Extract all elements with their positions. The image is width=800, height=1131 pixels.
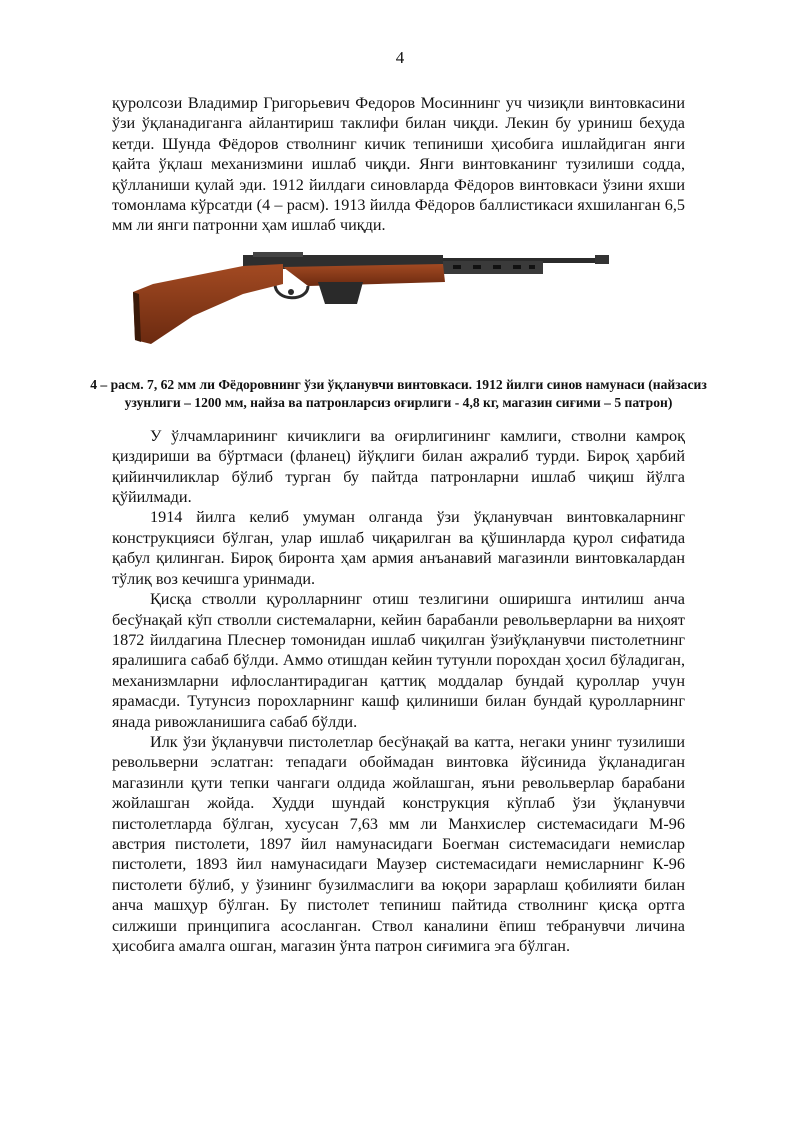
rifle-illustration-icon — [133, 252, 613, 352]
figure — [112, 252, 685, 370]
paragraph-3: 1914 йилга келиб умуман олганда ўзи ўқланувчан винтовкаларнинг конструкцияси бўлган, улар ишлаб чиқарилган ва қўшинларда қурол сифатида қабул қилинган. Бироқ биронта ҳам армия анъанавий магазинли винтовкалардан тўлиқ воз кечишга уринмади. — [112, 508, 685, 588]
paragraph-2: У ўлчамларининг кичиклиги ва оғирлигининг камлиги, стволни камроқ қиздириши ва бўртмаси (фланец) йўқлиги билан ажралиб турди. Бироқ ҳарбий қийинчиликлар бўлиб турган бу пайтда патронларни ишлаб чиқиш йўлга қўйилмади. — [112, 426, 685, 507]
figure-caption: 4 – расм. 7, 62 мм ли Фёдоровнинг ўзи ўқланувчи винтовкаси. 1912 йилги синов намунаси (найзасиз узунлиги – 1200 мм, найза ва патронларсиз оғирлиги - 4,8 кг, магазин сиғими – 5 патрон) — [90, 376, 707, 410]
paragraph-4: Қисқа стволли қуролларнинг отиш тезлигини оширишга интилиш анча бесўнақай кўп стволли системаларни, кейин барабанли револьверларни ва ниҳоят 1872 йилдагина Плеснер томонидан ишлаб чиқилган ўзиўқланувчи пистолетнинг яралишига сабаб бўлди. Аммо отишдан кейин тутунли порохдан ҳосил бўладиган, механизмларни ифлослантирадиган қаттиқ моддалар бундай қуроллар учун ярамасди. Тутунсиз порохларнинг кашф қилиниши билан бундай қуролларнинг янада ривожланишига сабаб бўлди. — [112, 590, 685, 731]
paragraph-5: Илк ўзи ўқланувчи пистолетлар бесўнақай ва катта, негаки унинг тузилиши револьверни эслатган: тепадаги обоймадан винтовка йўсинида ўқланадиган магазинли қути тепки чангаги олдида жойлашган, яъни револьверлар барабани жойлашган жойда. Худди шундай конструкция кўплаб ўзи ўқланувчи пистолетларда бўлган, хусусан 7,63 мм ли Манхислер системасидаги М-96 австрия пистолети, 1897 йил намунасидаги Боегман системасидаги немислар пистолети, 1893 йил намунасидаги Маузер системасидаги немисларнинг К-96 пистолети бўлиб, у ўзининг бузилмаслиги ва юқори зарарлаш қобилияти билан анча машҳур бўлган. Бу пистолет тепиниш пайтида стволнинг қисқа ортга силжиши принципига асосланган. Ствол каналини ёпиш тебранувчи личина ҳисобига амалга ошган, магазин ўнта патрон сиғимига эга бўлган. — [112, 732, 685, 955]
paragraph-1: қуролсози Владимир Григорьевич Федоров Мосиннинг уч чизиқли винтовкасини ўзи ўқланадиганга айлантириш таклифи билан чиқди. Лекин бу уриниш беҳуда кетди. Шунда Фёдоров стволнинг кичик тепиниши ҳисобига ишлайдиган янги қайта ўқлаш механизмини ишлаб чиқди. Янги винтовканинг тузилиши содда, қўлланиши қулай эди. 1912 йилдаги синовларда Фёдоров винтовкаси ўзини яхши томонлама кўрсатди (4 – расм). 1913 йилда Фёдоров баллистикаси яхшиланган 6,5 мм ли янги патронни ҳам ишлаб чиқди. — [112, 94, 685, 235]
page-number: 4 — [395, 48, 405, 67]
page-content — [90, 93, 707, 956]
